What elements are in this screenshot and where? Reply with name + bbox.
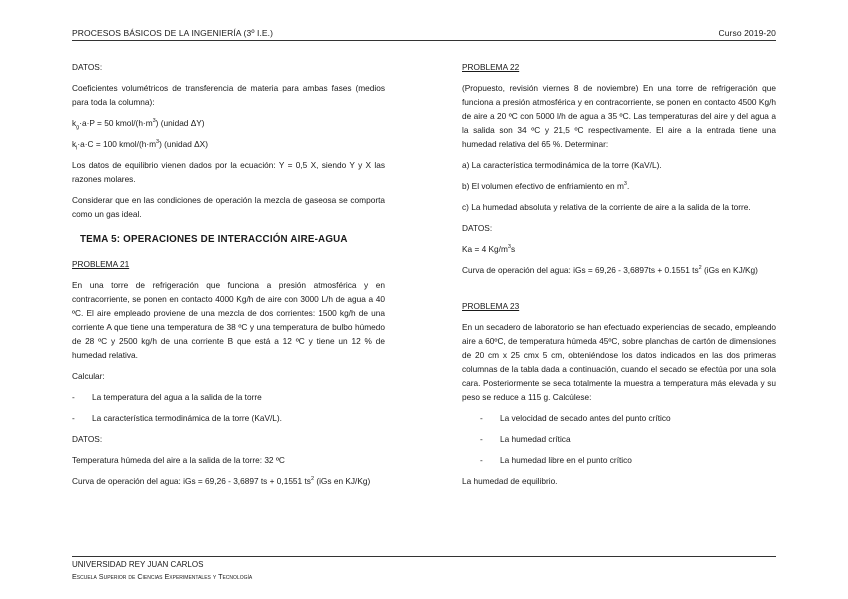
question-a: a) La característica termodinámica de la torre (KaV/L). xyxy=(462,160,662,170)
calcular-label: Calcular: xyxy=(72,371,105,381)
equilibrium-humidity: La humedad de equilibrio. xyxy=(462,476,558,486)
question-b: b) El volumen efectivo de enfriamiento en $m^3$. xyxy=(462,181,630,191)
problem-21-statement: En una torre de refrigeración que funciona a presión atmosférica y en contracorriente, se ponen en contacto 4000 Kg/h de aire con 3000 L/h de agua a 40 ºC. El aire empleado proviene de una mezcla de dos corrientes: 1500 kg/h de una corriente A que tiene una temperatura de 38 ºC y una temperatura de bulbo húmedo de 28 ºC y 2500 kg/h de una corriente B que está a 12 ºC y tiene un 12 % de humedad relativa. xyxy=(72,280,385,360)
ideal-gas-paragraph: Considerar que en las condiciones de operación la mezcla de gaseosa se comporta como un gas ideal. xyxy=(72,195,385,219)
list-item: - La humedad crítica xyxy=(480,434,571,444)
problem-23-statement: En un secadero de laboratorio se han efectuado experiencias de secado, empleando aire a 60ºC, de temperatura húmeda 45ºC, sobre planchas de cartón de dimensiones de 20 cm x 25 cmx 5 cm, obteniéndose los datos indicados en las dos primeras columnas de la tabla dada a continuación, cuando el secado se efectúa por una sola cara. Posteriormente se seca totalmente la muestra a temperatura más elevada y su peso se reduce a 115 g. Calcúlese: xyxy=(462,322,776,402)
list-item: - La humedad libre en el punto crítico xyxy=(480,455,632,465)
ka-value: Ka = 4 $Kg/m^3s$ xyxy=(462,244,516,254)
datos-label: DATOS: xyxy=(72,62,103,72)
question-c: c) La humedad absoluta y relativa de la corriente de aire a la salida de la torre. xyxy=(462,202,751,212)
equation-kl: $k_l\cdot a\cdot C = 100$ kmol/$(h\cdot m^3)$ (unidad ΔX) xyxy=(72,139,208,152)
section-heading: TEMA 5: OPERACIONES DE INTERACCIÓN AIRE-AGUA xyxy=(80,234,348,245)
equation-kg: $k_g\cdot a\cdot P = 50$ kmol/$(h\cdot m^3)$ (unidad ΔY) xyxy=(72,118,205,131)
problem-21-title: PROBLEMA 21 xyxy=(72,259,130,269)
header-rule xyxy=(72,40,776,41)
list-item: - La temperatura del agua a la salida de la torre xyxy=(72,392,262,402)
list-item: - La velocidad de secado antes del punto crítico xyxy=(480,413,671,423)
page-header xyxy=(72,28,776,40)
footer-rule xyxy=(72,556,776,557)
header-course-title: PROCESOS BÁSICOS DE LA INGENIERÍA (3º I.E.) xyxy=(72,28,274,38)
datos-label-3: DATOS: xyxy=(462,223,493,233)
header-academic-year: Curso 2019-20 xyxy=(718,28,776,38)
datos-label-2: DATOS: xyxy=(72,434,103,444)
operating-curve-22: Curva de operación del agua: iGs = 69,26 - 3,6897ts + 0.1551 $ts^2$ (iGs en KJ/Kg) xyxy=(462,265,758,275)
right-column xyxy=(462,60,776,495)
page-footer xyxy=(72,559,252,583)
footer-university: UNIVERSIDAD REY JUAN CARLOS xyxy=(72,560,204,569)
problem-22-title: PROBLEMA 22 xyxy=(462,62,520,72)
operating-curve-21: Curva de operación del agua: iGs = 69,26 - 3,6897 ts + 0,1551 $ts^2$ (iGs en KJ/Kg) xyxy=(72,476,371,486)
coef-paragraph: Coeficientes volumétricos de transferencia de materia para ambas fases (medios para toda la columna): xyxy=(72,83,385,107)
list-item: - La característica termodinámica de la torre (KaV/L). xyxy=(72,413,282,423)
wet-bulb-temperature: Temperatura húmeda del aire a la salida de la torre: 32 ºC xyxy=(72,455,285,465)
problem-22-statement: (Propuesto, revisión viernes 8 de noviembre) En una torre de refrigeración que funciona a presión atmosférica y en contracorriente, se ponen en contacto 4500 Kg/h de aire a 20 ºC con 5000 l/h de agua a 35 ºC. Las temperaturas del aire y del agua a la salida son 34 ºC y 21,5 ºC respectivamente. El aire a la entrada tiene una humedad relativa del 65 %. Determinar: xyxy=(462,83,776,149)
left-column xyxy=(72,60,385,495)
equilibrium-paragraph: Los datos de equilibrio vienen dados por la ecuación: Y = 0,5 X, siendo Y y X las razones molares. xyxy=(72,160,385,184)
problem-23-title: PROBLEMA 23 xyxy=(462,301,520,311)
footer-school: Escuela Superior de Ciencias Experimentales y Tecnología xyxy=(72,572,253,581)
